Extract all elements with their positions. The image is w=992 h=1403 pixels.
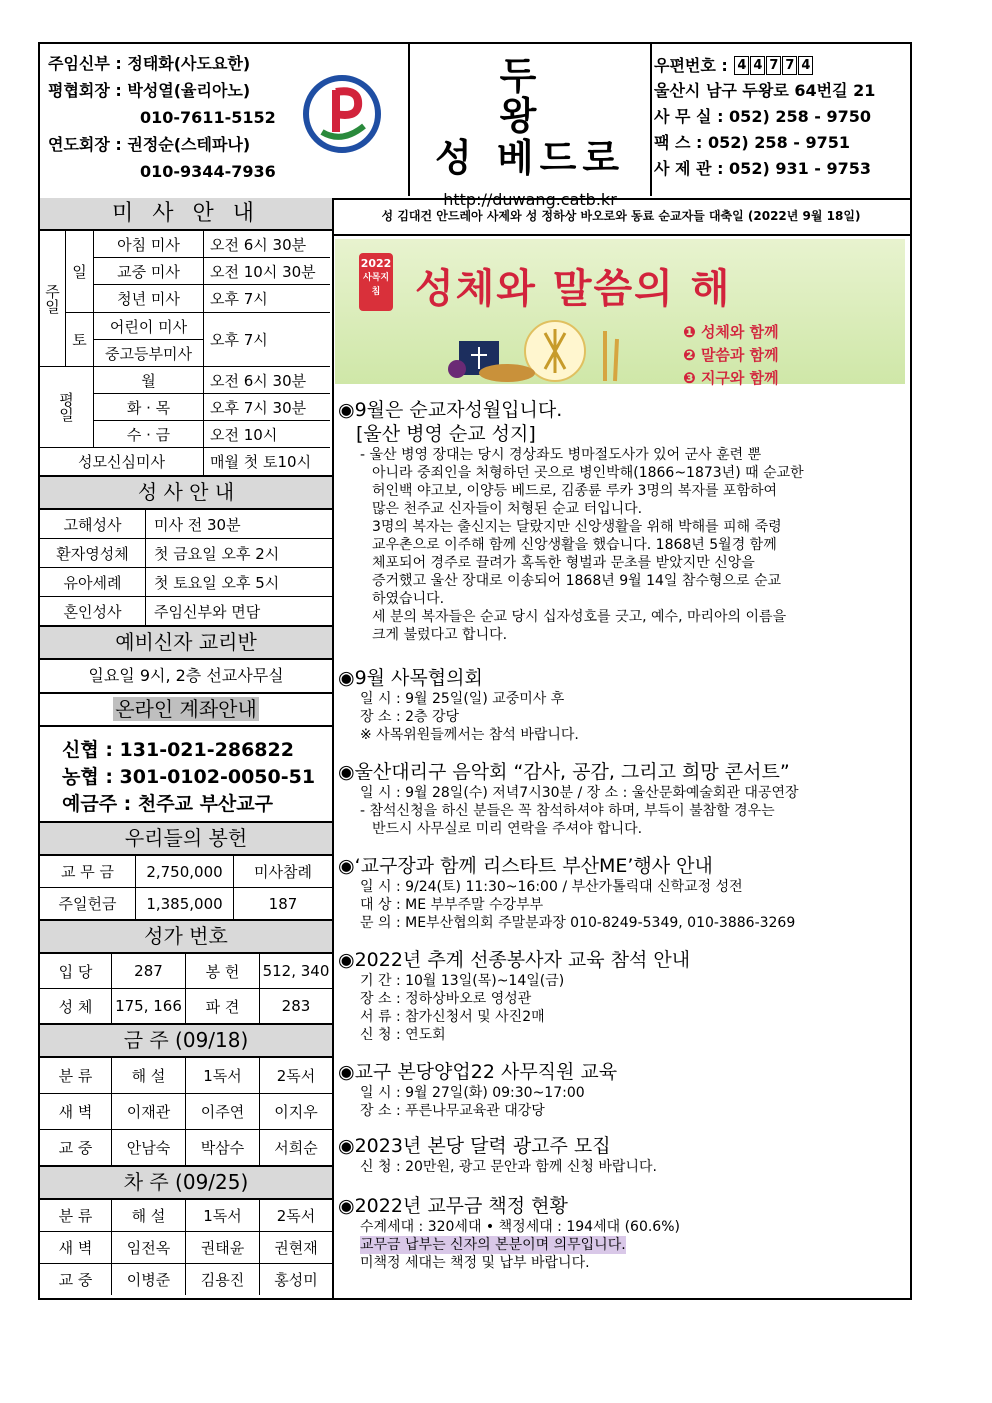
role-cell: 1독서: [186, 1200, 260, 1231]
role-cell: 권태윤: [186, 1232, 260, 1263]
notice-heading: ◉울산대리구 음악회 “감사, 공감, 그리고 희망 콘서트”: [338, 761, 790, 783]
mass-name: 청년 미사: [94, 285, 204, 313]
notice-body: [338, 878, 904, 932]
day-label: 일: [66, 231, 94, 313]
notice-line: 장 소 : 2층 강당: [360, 709, 460, 725]
this-week-title: 금 주 (09/18): [40, 1025, 332, 1058]
next-week-title: 차 주 (09/25): [40, 1167, 332, 1200]
account-line: 농협 : 301-0102-0050-51: [62, 766, 316, 788]
council-phone: 010-7611-5152: [140, 108, 276, 127]
role-cell: 분 류: [40, 1200, 112, 1231]
attendance-value: 187: [268, 894, 298, 913]
notice-line: ※ 사목위원들께서는 참석 바랍니다.: [360, 727, 579, 743]
notice-body: [338, 972, 904, 1044]
sacrament-name: 혼인성사: [40, 597, 146, 625]
left-column: [40, 198, 334, 1298]
hymn-label: 파 견: [186, 989, 260, 1023]
notice-line: 장 소 : 정하상바오로 영성관: [360, 991, 532, 1007]
hymn-table: [40, 954, 332, 1025]
banner-item: ❷ 말씀과 함께: [683, 346, 779, 364]
mass-name: 중고등부미사: [94, 340, 204, 367]
notice-body: [338, 690, 904, 744]
mass-time: 오전 6시 30분: [204, 231, 330, 258]
role-cell: 분 류: [40, 1058, 112, 1093]
catechism-text: 일요일 9시, 2층 선교사무실: [40, 660, 332, 694]
role-cell: 1독서: [186, 1058, 260, 1093]
zip-digit: 4: [734, 56, 749, 75]
mass-time: 오전 6시 30분: [204, 367, 330, 394]
hymn-title: 성가 번호: [40, 921, 332, 954]
table-row: [40, 856, 332, 888]
online-title: 온라인 계좌안내: [115, 697, 257, 721]
notice-heading: ◉9월 사목협의회: [338, 667, 483, 689]
notice-line: 세 분의 복자들은 순교 당시 십자성호를 긋고, 예수, 마리아의 이름을: [372, 609, 787, 625]
notice-line: 하였습니다.: [372, 591, 445, 607]
table-row: [40, 954, 332, 989]
sacrament-time: 미사 전 30분: [154, 515, 241, 534]
notice-line: 수계세대 : 320세대 • 책정세대 : 194세대 (60.6%): [360, 1219, 680, 1235]
title-line2: 성 베드로: [434, 136, 626, 180]
table-row: [40, 888, 332, 919]
sacrament-table: [40, 510, 332, 627]
notice-line: - 울산 병영 장대는 당시 경상좌도 병마절도사가 있어 군사 훈련 뿐: [360, 447, 762, 463]
table-row: [40, 510, 332, 539]
weekday-label: 평일: [40, 367, 94, 448]
prayer-phone: 010-9344-7936: [140, 162, 276, 181]
banner-item-text: 말씀과 함께: [700, 346, 779, 364]
banner-item: ❸ 지구와 함께: [683, 369, 779, 387]
eucharist-bible-icon: [445, 311, 625, 383]
role-cell: 안남숙: [112, 1130, 186, 1165]
staff-info: [48, 50, 288, 185]
table-row: [40, 1058, 332, 1094]
hymn-number: 512, 340: [262, 962, 330, 980]
mass-title: 미 사 안 내: [40, 198, 332, 231]
notice-line: 신 청 : 연도회: [360, 1027, 446, 1043]
notice-body: [338, 1218, 904, 1272]
role-cell: 홍성미: [274, 1271, 318, 1289]
role-cell: 2독서: [276, 1207, 316, 1225]
role-cell: 2독서: [276, 1067, 316, 1085]
notice-line: 일 시 : 9/24(토) 11:30~16:00 / 부산가톨릭대 신학교정 성전: [360, 879, 743, 895]
sacrament-name: 유아세례: [40, 568, 146, 596]
notice-line: 장 소 : 푸른나무교육관 대강당: [360, 1103, 545, 1119]
notice-line: 체포되어 경주로 끌려가 혹독한 형벌과 문초를 받았지만 신앙을: [372, 555, 755, 571]
notice-body: [338, 1158, 904, 1176]
sacrament-time: 첫 금요일 오후 2시: [154, 544, 280, 563]
banner-item: ❶ 성체와 함께: [683, 323, 779, 341]
sunday-label: 주일: [40, 231, 66, 367]
attendance-label: 미사참례: [254, 863, 312, 881]
banner-items: [683, 321, 779, 390]
notice-line: 크게 불렀다고 합니다.: [372, 627, 508, 643]
offering-label: 교 무 금: [40, 856, 136, 887]
notice-line: 신 청 : 20만원, 광고 문안과 함께 신청 바랍니다.: [360, 1159, 657, 1175]
address: 울산시 남구 두왕로 64번길 21: [654, 81, 876, 100]
role-cell: 교 중: [40, 1130, 112, 1165]
notice-body: [338, 1084, 904, 1120]
table-row: [40, 568, 332, 597]
notice-line: 허인백 야고보, 이양등 베드로, 김종륜 루카 3명의 복자를 포함하여: [372, 483, 778, 499]
mass-name: 성모신심미사: [40, 448, 204, 475]
mass-name: 월: [94, 367, 204, 394]
table-row: [40, 539, 332, 568]
banner-year: 2022: [360, 257, 392, 270]
notice-heading: ◉2023년 본당 달력 광고주 모집: [338, 1135, 611, 1157]
feast-title: 성 김대건 안드레아 사제와 성 정하상 바오로와 동료 순교자들 대축일 (2022년 9월 18일): [332, 198, 910, 236]
account-line: 신협 : 131-021-286822: [62, 739, 294, 761]
mass-name: 수 · 금: [94, 421, 204, 448]
role-cell: 교 중: [40, 1264, 112, 1295]
year-badge: [359, 253, 393, 311]
table-row: [40, 989, 332, 1023]
offering-value: 2,750,000: [136, 856, 234, 887]
this-week-table: [40, 1058, 332, 1167]
pastor: 주임신부 : 정태화(사도요한): [48, 54, 251, 73]
bank-accounts: [40, 727, 332, 823]
mass-time: 매월 첫 토10시: [210, 453, 312, 471]
table-row: [40, 1094, 332, 1130]
pastoral-banner: [335, 239, 905, 387]
zip-digit: 7: [766, 56, 781, 75]
notice-line: 기 간 : 10월 13일(목)~14일(금): [360, 973, 565, 989]
role-cell: 이병준: [112, 1264, 186, 1295]
zip-digit: 7: [782, 56, 797, 75]
role-cell: 임전옥: [112, 1232, 186, 1263]
role-cell: 김용진: [186, 1264, 260, 1295]
notice-line: 교우촌으로 이주해 함께 신앙생활을 했습니다. 1868년 5월경 함께: [372, 537, 777, 553]
mass-time: 오전 10시: [204, 421, 330, 448]
mass-table: [40, 231, 332, 477]
table-row: [40, 1264, 332, 1295]
title-line1: 두 왕: [499, 54, 591, 138]
offering-value: 1,385,000: [136, 888, 234, 919]
role-cell: 이재관: [112, 1094, 186, 1129]
right-column: [332, 198, 910, 1271]
rectory-phone: 사 제 관 : 052) 931 - 9753: [654, 159, 872, 178]
role-cell: 서희순: [274, 1139, 318, 1157]
hymn-label: 봉 헌: [186, 954, 260, 988]
mass-name: 화 · 목: [94, 394, 204, 421]
sacrament-title: 성 사 안 내: [40, 477, 332, 510]
notice-line: 미책정 세대는 책정 및 납부 바랍니다.: [360, 1255, 590, 1271]
table-row: [40, 1130, 332, 1165]
mass-name: 어린이 미사: [94, 313, 204, 340]
fax: 팩 스 : 052) 258 - 9751: [654, 133, 851, 152]
sacrament-name: 환자영성체: [40, 539, 146, 567]
header: [40, 44, 910, 209]
mass-time: 오전 10시 30분: [204, 258, 330, 285]
zip-code: [654, 52, 910, 78]
notice-body: [338, 784, 904, 838]
hymn-number: 175, 166: [112, 989, 186, 1023]
notice-line-highlight: 교무금 납부는 신자의 본분이며 의무입니다.: [360, 1237, 626, 1253]
offering-title: 우리들의 봉헌: [40, 823, 332, 856]
role-cell: 새 벽: [40, 1094, 112, 1129]
title-box: [408, 44, 652, 209]
notices: [338, 398, 904, 1272]
table-row: [40, 597, 332, 625]
parish-logo-icon: [302, 74, 382, 154]
notice-heading: ◉9월은 순교자성월입니다.: [338, 399, 563, 421]
mass-time: 오후 7시: [204, 313, 330, 367]
role-cell: 새 벽: [40, 1232, 112, 1263]
banner-item-text: 성체와 함께: [700, 323, 779, 341]
mass-time: 오후 7시 30분: [204, 394, 330, 421]
next-week-table: [40, 1200, 332, 1295]
notice-heading: ◉‘교구장과 함께 리스타트 부산ME’행사 안내: [338, 855, 713, 877]
zip-label: 우편번호 :: [654, 56, 728, 75]
contact-info: [654, 52, 910, 182]
notice-line: 일 시 : 9월 25일(일) 교중미사 후: [360, 691, 565, 707]
notice-line: 일 시 : 9월 27일(화) 09:30~17:00: [360, 1085, 585, 1101]
role-cell: 박삼수: [186, 1130, 260, 1165]
notice-line: 증거했고 울산 장대로 이송되어 1868년 9월 14일 참수형으로 순교: [372, 573, 782, 589]
role-cell: 이지우: [274, 1103, 318, 1121]
mass-name: 아침 미사: [94, 231, 204, 258]
notice-line: 대 상 : ME 부부주말 수강부부: [360, 897, 544, 913]
notice-line: 3명의 복자는 출신지는 달랐지만 신앙생활을 위해 박해를 피해 죽령: [372, 519, 782, 535]
mass-time: 오후 7시: [204, 285, 330, 313]
offering-table: [40, 856, 332, 921]
account-line: 예금주 : 천주교 부산교구: [62, 793, 273, 815]
role-cell: 해 설: [112, 1200, 186, 1231]
notice-heading: ◉교구 본당양업22 사무직원 교육: [338, 1061, 618, 1083]
catechism-title: 예비신자 교리반: [40, 627, 332, 660]
saturday-label: 토: [66, 313, 94, 367]
notice-body: [338, 446, 904, 644]
sacrament-time: 주임신부와 면담: [154, 602, 261, 621]
hymn-label: 입 당: [40, 954, 112, 988]
table-row: [40, 1200, 332, 1232]
notice-line: 많은 천주교 신자들이 처형된 순교 터입니다.: [372, 501, 643, 517]
bulletin-frame: [38, 42, 912, 1300]
banner-title: 성체와 말씀의 해: [415, 266, 732, 312]
hymn-label: 성 체: [40, 989, 112, 1023]
notice-line: 문 의 : ME부산협의회 주말분과장 010-8249-5349, 010-3886-3269: [360, 915, 796, 931]
notice-line: 아니라 중죄인을 처형하던 곳으로 병인박해(1866~1873년) 때 순교한: [372, 465, 804, 481]
sacrament-name: 고해성사: [40, 510, 146, 538]
mass-name: 교중 미사: [94, 258, 204, 285]
table-row: [40, 1232, 332, 1264]
hymn-number: 283: [281, 997, 311, 1015]
banner-sub: 사목지침: [362, 273, 390, 297]
notice-line: 일 시 : 9월 28일(수) 저녁7시30분 / 장 소 : 울산문화예술회관 대공연장: [360, 785, 799, 801]
prayer-head: 연도회장 : 권정순(스테파나): [48, 135, 251, 154]
notice-line: - 참석신청을 하신 분들은 꼭 참석하셔야 하며, 부득이 불참할 경우는: [360, 803, 775, 819]
sacrament-time: 첫 토요일 오후 5시: [154, 573, 280, 592]
zip-digit: 4: [750, 56, 765, 75]
council-head: 평협회장 : 박성열(율리아노): [48, 81, 251, 100]
notice-line: 서 류 : 참가신청서 및 사진2매: [360, 1009, 545, 1025]
notice-subheading: [울산 병영 순교 성지]: [356, 423, 536, 445]
notice-line: 반드시 사무실로 미리 연락을 주셔야 합니다.: [372, 821, 643, 837]
banner-item-text: 지구와 함께: [700, 369, 779, 387]
office-phone: 사 무 실 : 052) 258 - 9750: [654, 107, 872, 126]
notice-heading: ◉2022년 추계 선종봉사자 교육 참석 안내: [338, 949, 691, 971]
hymn-number: 287: [112, 954, 186, 988]
online-title-row: [40, 694, 332, 727]
zip-digit: 4: [798, 56, 813, 75]
notice-heading: ◉2022년 교무금 책정 현황: [338, 1195, 568, 1217]
role-cell: 권현재: [274, 1239, 318, 1257]
website-link[interactable]: http://duwang.catb.kr: [443, 190, 617, 209]
role-cell: 해 설: [112, 1058, 186, 1093]
offering-label: 주일헌금: [40, 888, 136, 919]
role-cell: 이주연: [186, 1094, 260, 1129]
